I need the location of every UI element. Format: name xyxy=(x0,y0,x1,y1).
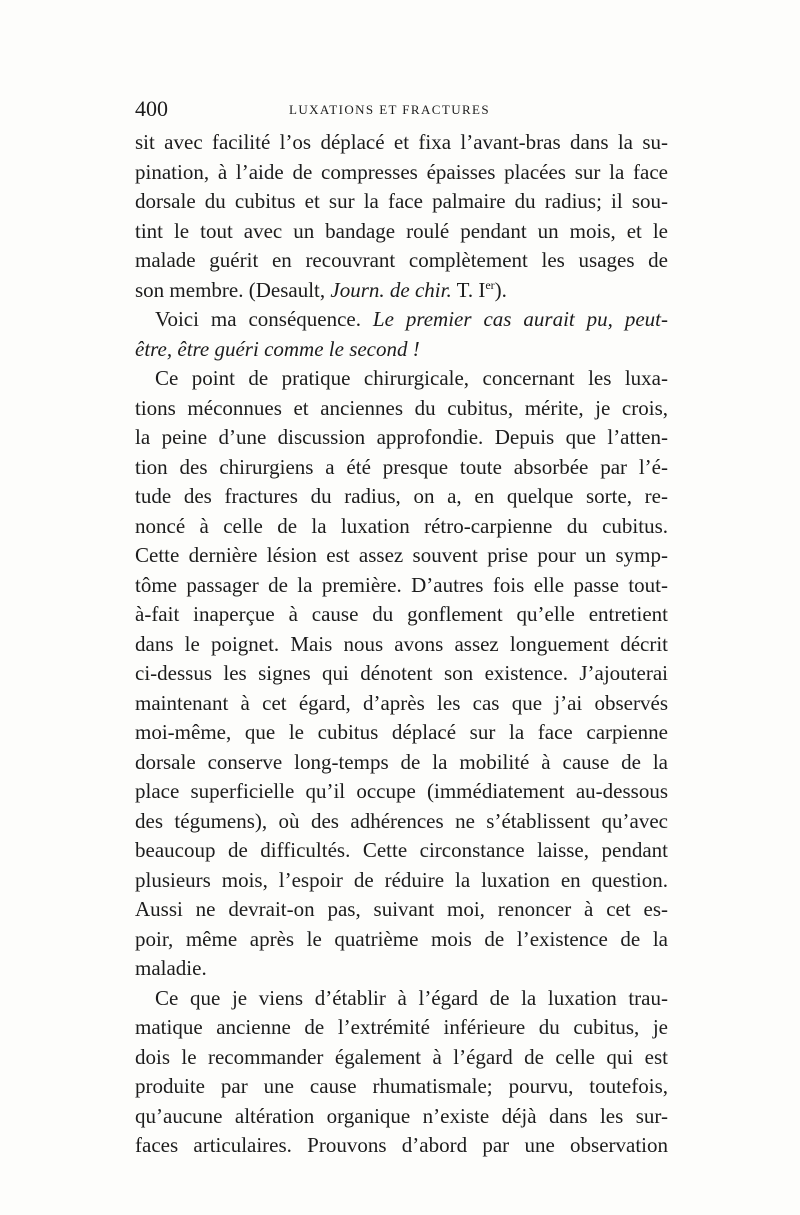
text-line: matique ancienne de l’extrémité inférieure du cubitus, je xyxy=(135,1015,668,1039)
text-line: plusieurs mois, l’espoir de réduire la luxation en question. xyxy=(135,867,668,892)
text-line: sit avec facilité l’os déplacé et fixa l’avant-bras dans la su- xyxy=(135,130,668,154)
text-line: la peine d’une discussion approfondie. Depuis que l’atten- xyxy=(135,425,668,449)
journal-title: Journ. de chir. xyxy=(330,277,452,302)
text-line: produite par une cause rhumatismale; pourvu, toutefois, xyxy=(135,1074,668,1098)
text-line: moi-même, que le cubitus déplacé sur la face carpienne xyxy=(135,720,668,744)
text-line: maladie. xyxy=(135,956,207,980)
text-line: tint le tout avec un bandage roulé pendant un mois, et le xyxy=(135,218,668,243)
text-line: Aussi ne devrait-on pas, suivant moi, renoncer à cet es- xyxy=(135,897,668,921)
text-line-conclusion xyxy=(135,305,668,335)
citation-close: ). xyxy=(494,277,507,302)
text-line: noncé à celle de la luxation rétro-carpienne du cubitus. xyxy=(135,513,668,538)
text-line-citation xyxy=(135,276,668,306)
text-line: tôme passager de la première. D’autres fois elle passe tout- xyxy=(135,572,668,597)
text-line: Ce que je viens d’établir à l’égard de la luxation trau- xyxy=(155,985,668,1010)
text-line: dorsale conserve long-temps de la mobilité à cause de la xyxy=(135,749,668,774)
running-head xyxy=(135,96,668,124)
text-line: beaucoup de difficultés. Cette circonstance laisse, pendant xyxy=(135,838,668,862)
text-line: Ce point de pratique chirurgicale, concernant les luxa- xyxy=(155,366,668,390)
page-number: 400 xyxy=(135,96,168,121)
text-line: maintenant à cet égard, d’après les cas que j’ai observés xyxy=(135,690,668,715)
text-line: des tégumens), où des adhérences ne s’établissent qu’avec xyxy=(135,808,668,833)
text-line-italic xyxy=(135,335,668,365)
text-line: qu’aucune altération organique n’existe déjà dans les sur- xyxy=(135,1103,668,1128)
text-line: place superficielle qu’il occupe (immédiatement au-dessous xyxy=(135,779,668,803)
text-line: faces articulaires. Prouvons d’abord par une observation xyxy=(135,1133,668,1157)
text-line: ci-dessus les signes qui dénotent son existence. J’ajouterai xyxy=(135,661,668,685)
text-line: dorsale du cubitus et sur la face palmaire du radius; il sou- xyxy=(135,189,668,213)
text-line: dans le poignet. Mais nous avons assez longuement décrit xyxy=(135,631,668,656)
text-line: pination, à l’aide de compresses épaisses placées sur la face xyxy=(135,159,668,184)
text-line: tude des fractures du radius, on a, en quelque sorte, re- xyxy=(135,484,668,508)
text-line: tion des chirurgiens a été presque toute absorbée par l’é- xyxy=(135,454,668,479)
text-line: malade guérit en recouvrant complètement les usages de xyxy=(135,248,668,272)
text-line: tions méconnues et anciennes du cubitus, mérite, je crois, xyxy=(135,395,668,420)
conclusion-italic-end: être, être guéri comme le second ! xyxy=(135,336,420,361)
running-title: LUXATIONS ET FRACTURES xyxy=(289,102,491,117)
body-text xyxy=(135,128,668,1161)
conclusion-lead: Voici ma conséquence. xyxy=(155,307,361,331)
text-line: poir, même après le quatrième mois de l’existence de la xyxy=(135,926,668,951)
tome-superscript: er xyxy=(485,277,495,292)
citation-lead: son membre. (Desault, xyxy=(135,277,326,302)
text-line: à-fait inaperçue à cause du gonflement qu’elle entretient xyxy=(135,602,668,626)
conclusion-italic: Le premier cas aurait pu, peut- xyxy=(372,307,668,331)
text-line: dois le recommander également à l’égard de celle qui est xyxy=(135,1044,668,1069)
text-line: Cette dernière lésion est assez souvent prise pour un symp- xyxy=(135,543,668,567)
tome-label: T. I xyxy=(456,277,486,302)
